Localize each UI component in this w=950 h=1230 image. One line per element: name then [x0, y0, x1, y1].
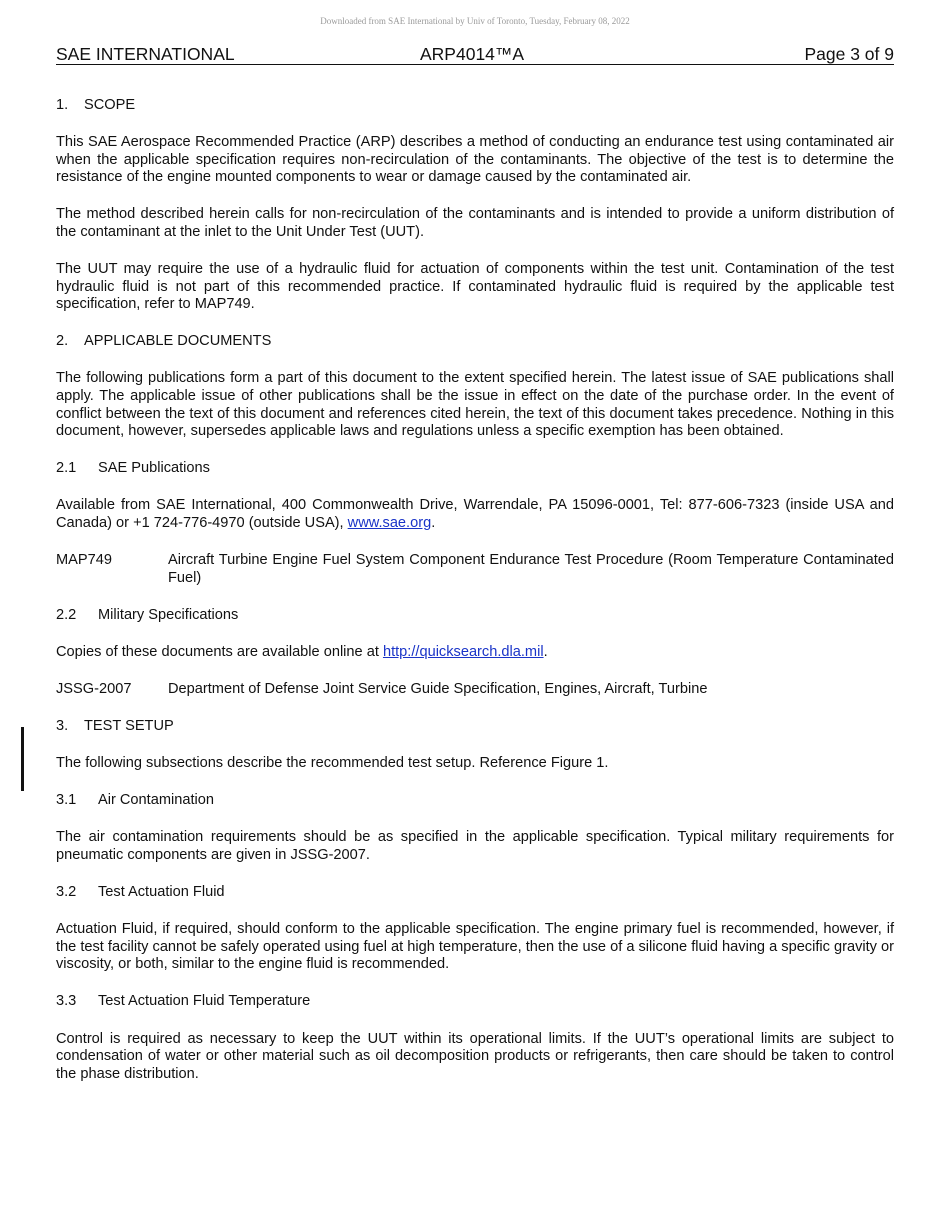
sae-availability-paragraph: [56, 497, 894, 532]
section-title: TEST SETUP: [84, 718, 174, 735]
reference-code: MAP749: [56, 552, 112, 569]
paragraph-text: Available from SAE International, 400 Commonwealth Drive, Warrendale, PA 15096-0001, Tel: 877-606-7323 (inside USA and Canada) or +1 724-776-4970 (outside USA),: [56, 497, 894, 531]
section-2-heading: [56, 333, 894, 351]
section-3-heading: [56, 718, 894, 736]
section-number: 1.: [56, 97, 69, 113]
section-2-2-heading: [56, 607, 894, 625]
header-document-number: ARP4014™A: [420, 44, 525, 64]
paragraph-text-end: .: [431, 515, 436, 531]
section-3-3-heading: [56, 993, 894, 1011]
document-body: [56, 97, 894, 1083]
section-number: 2.2: [56, 606, 77, 623]
scope-paragraph-3: The UUT may require the use of a hydraulic fluid for actuation of components within the test unit. Contamination of the test hydraulic fluid is not part of this recommended practice. If contaminated hydraulic fluid is required by the applicable test specification, refer to MAP749.: [56, 261, 894, 313]
page-header: [56, 44, 894, 65]
military-availability-paragraph: [56, 644, 894, 662]
reference-title: Department of Defense Joint Service Guide Specification, Engines, Aircraft, Turbine: [168, 680, 708, 697]
reference-title: Aircraft Turbine Engine Fuel System Component Endurance Test Procedure (Room Temperature Contaminated Fuel): [168, 552, 894, 586]
section-title: Test Actuation Fluid Temperature: [98, 993, 311, 1010]
dla-quicksearch-link[interactable]: http://quicksearch.dla.mil: [382, 643, 544, 660]
paragraph-text-end: .: [543, 643, 548, 660]
section-1-heading: [56, 97, 894, 115]
air-contamination-paragraph: The air contamination requirements should be as specified in the applicable specification. Typical military requirements for pneumatic components are given in JSSG-2007.: [56, 829, 894, 863]
reference-entry: [56, 681, 894, 699]
section-number: 3.: [56, 718, 69, 735]
reference-entry: [56, 552, 894, 587]
section-title: SCOPE: [84, 97, 136, 113]
section-number: 2.: [56, 333, 69, 350]
section-number: 2.1: [56, 460, 77, 477]
section-number: 3.2: [56, 884, 77, 901]
section-title: SAE Publications: [98, 460, 210, 477]
actuation-fluid-paragraph: Actuation Fluid, if required, should conform to the applicable specification. The engine primary fuel is recommended, however, if the test facility cannot be safely operated using fuel at high temperature, then the use of a silicone fluid having a specific gravity or viscosity, or both, similar to the engine fluid is recommended.: [56, 921, 895, 973]
reference-code: JSSG-2007: [56, 680, 132, 697]
sae-website-link[interactable]: www.sae.org: [347, 515, 432, 531]
download-watermark: Downloaded from SAE International by Univ of Toronto, Tuesday, February 08, 2022: [320, 16, 630, 26]
section-number: 3.1: [56, 792, 77, 809]
fluid-temperature-paragraph: Control is required as necessary to keep the UUT within its operational limits. If the UUT’s operational limits are subject to condensation of water or other material such as oil decomposition products or refrigerants, then care should be taken to control the phase distribution.: [56, 1030, 894, 1082]
revision-change-bar: [21, 727, 24, 791]
header-page-number: Page 3 of 9: [804, 44, 894, 64]
section-3-1-heading: [56, 792, 894, 810]
section-2-1-heading: [56, 460, 894, 478]
section-title: APPLICABLE DOCUMENTS: [84, 333, 272, 350]
scope-paragraph-1: This SAE Aerospace Recommended Practice (ARP) describes a method of conducting an endurance test using contaminated air when the applicable specification requires non-recirculation of the contaminants. The objective of the test is to determine the resistance of the engine mounted components to wear or damage caused by the contaminated air.: [56, 134, 894, 186]
section-title: Military Specifications: [98, 606, 239, 623]
header-organization: SAE INTERNATIONAL: [56, 44, 235, 64]
scope-paragraph-2: The method described herein calls for non-recirculation of the contaminants and is intended to provide a uniform distribution of the contaminant at the inlet to the Unit Under Test (UUT).: [56, 206, 894, 240]
applicable-documents-paragraph: The following publications form a part of this document to the extent specified herein. The latest issue of SAE publications shall apply. The applicable issue of other publications shall be the issue in effect on the date of the purchase order. In the event of conflict between the text of this document and references cited herein, the text of this document takes precedence. Nothing in this document, however, supersedes applicable laws and regulations unless a specific exemption has been obtained.: [56, 370, 894, 440]
section-number: 3.3: [56, 993, 77, 1010]
paragraph-text: Copies of these documents are available online at: [56, 643, 383, 660]
test-setup-paragraph: The following subsections describe the recommended test setup. Reference Figure 1.: [56, 755, 609, 772]
section-3-2-heading: [56, 884, 894, 902]
section-title: Air Contamination: [98, 792, 214, 809]
section-title: Test Actuation Fluid: [98, 884, 225, 901]
